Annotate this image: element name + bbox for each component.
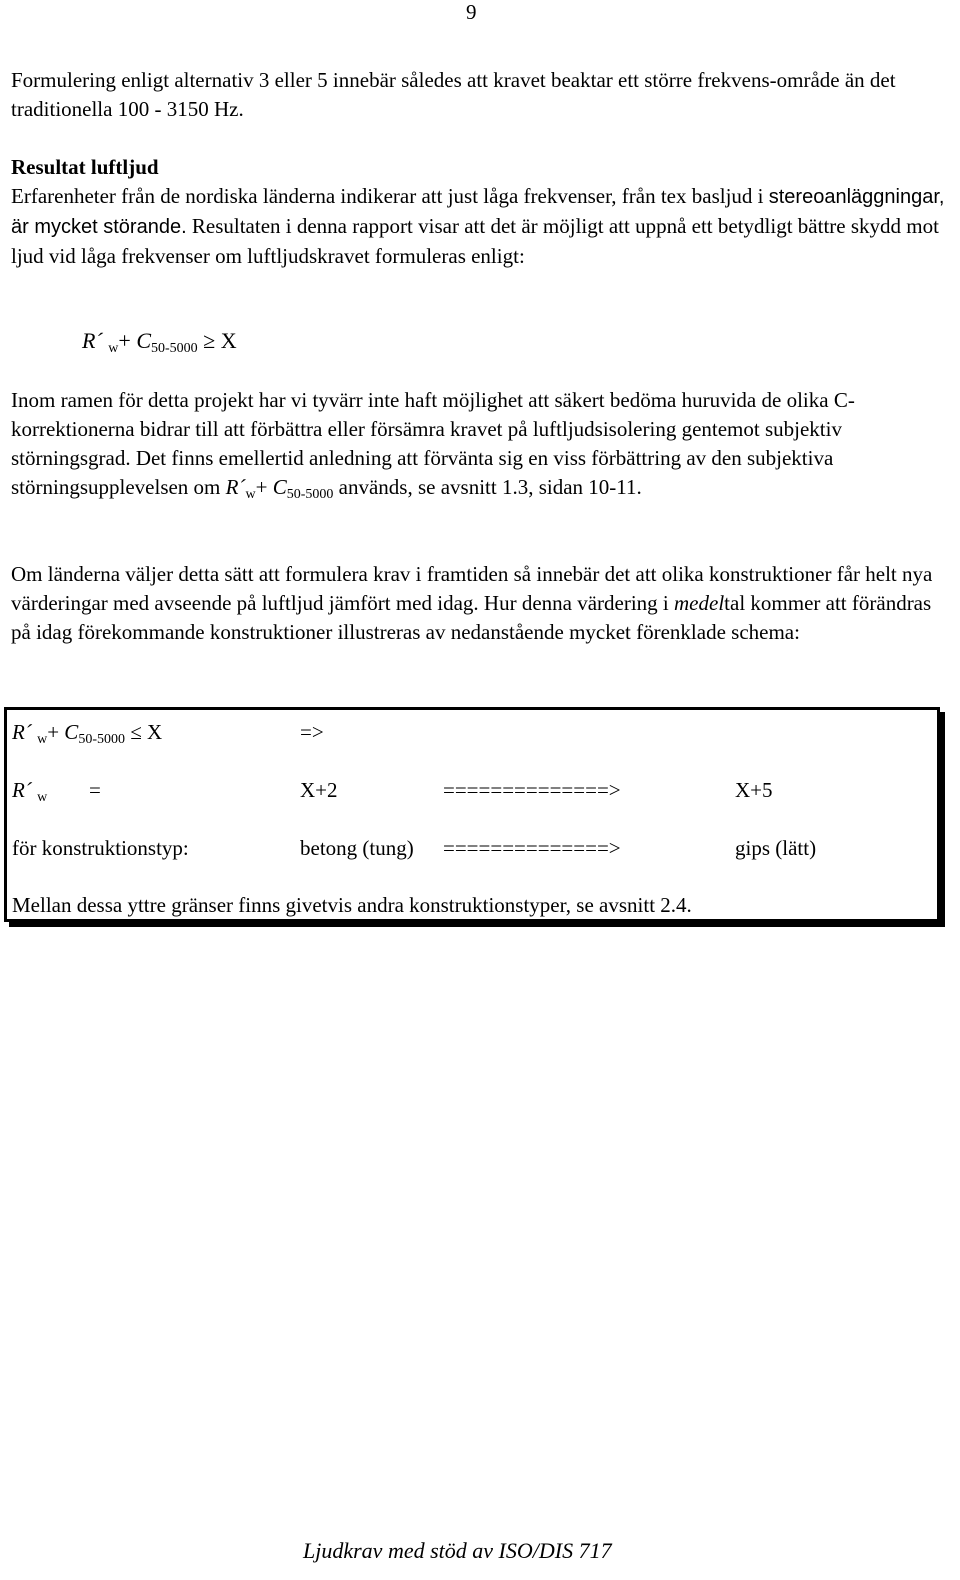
project-paragraph-part2: används, se avsnitt 1.3, sidan 10-11. — [338, 475, 642, 499]
schema-range: 50-5000 — [78, 732, 125, 747]
schema-row3-right: gips (lätt) — [735, 836, 817, 860]
formula-w: w — [108, 341, 119, 356]
inline-formula-w: w — [245, 487, 256, 502]
countries-paragraph-part1: Om länderna väljer detta sätt att formulera krav i framtiden så innebär det att olika konstruktioner får helt nya värderingar med avseende på luftljud jämfört med idag. Hur denna värdering i — [11, 562, 933, 615]
countries-paragraph — [11, 560, 951, 647]
result-paragraph — [11, 182, 951, 271]
countries-paragraph-part2: tal kommer att förändras på idag förekommande konstruktioner illustreras av nedanstående mycket förenklade schema: — [11, 591, 932, 644]
schema-row3-mid: betong (tung) — [300, 836, 414, 860]
schema-r: R´ — [12, 720, 32, 744]
formula-plus: + — [118, 328, 131, 353]
schema-row-formula — [12, 720, 162, 748]
inline-formula-r: R´ — [225, 475, 246, 499]
schema-x: X — [147, 720, 163, 744]
formula-geq: ≥ — [203, 328, 216, 353]
page-footer: Ljudkrav med stöd av ISO/DIS 717 — [303, 1538, 612, 1563]
schema-row4-note: Mellan dessa yttre gränser finns givetvis andra konstruktionstyper, se avsnitt 2.4. — [12, 893, 692, 917]
schema-row2-mid: X+2 — [300, 778, 338, 802]
schema-box — [4, 707, 940, 922]
schema-leq: ≤ — [130, 720, 142, 744]
project-paragraph-part1: Inom ramen för detta projekt har vi tyvärr inte haft möjlighet att säkert bedöma huruvida de olika C-korrektionerna bidrar till att förbättra eller försämra kravet på luftljudsisolering gentemot subjektiv störningsgrad. Det finns emellertid anledning att förvänta sig en viss förbättring av den subjektiva störningsupplevelsen om — [11, 388, 855, 499]
schema-c: C — [64, 720, 79, 744]
schema-row2-rw — [12, 778, 47, 806]
schema-row2-arrow: ==============> — [443, 778, 621, 802]
schema-plus: + — [47, 720, 60, 744]
inline-formula-range: 50-5000 — [286, 487, 334, 502]
page-number: 9 — [466, 0, 477, 24]
project-paragraph — [11, 386, 951, 509]
formula-r: R´ — [82, 328, 103, 353]
result-paragraph-serif: Erfarenheter från de nordiska länderna indikerar att just låga frekvenser, från tex basljud i — [11, 184, 764, 208]
schema-row2-eq: = — [89, 778, 101, 802]
schema-row3-label: för konstruktionstyp: — [12, 836, 189, 860]
inline-formula — [225, 475, 339, 502]
section-heading: Resultat luftljud — [11, 155, 159, 179]
formula-range: 50-5000 — [151, 341, 198, 356]
schema-row2-w: w — [37, 790, 48, 805]
result-paragraph-sans: stereoanläggningar, är mycket störande. — [11, 186, 945, 238]
inline-formula-plus: + — [255, 475, 268, 499]
schema-row2-right: X+5 — [735, 778, 773, 802]
schema-w: w — [37, 732, 48, 747]
countries-paragraph-italic: medel — [674, 591, 725, 615]
schema-row3-arrow: ==============> — [443, 836, 621, 860]
requirement-formula — [82, 328, 237, 357]
intro-paragraph: Formulering enligt alternativ 3 eller 5 innebär således att kravet beaktar ett större frekvens-område än det traditionella 100 - 3150 Hz. — [11, 68, 896, 121]
schema-row2-r: R´ — [12, 778, 32, 802]
formula-x: X — [220, 328, 237, 353]
result-paragraph-rest: Resultaten i denna rapport visar att det är möjligt att uppnå ett betydligt bättre skydd mot ljud vid låga frekvenser om luftljudskravet formuleras enligt: — [11, 214, 939, 268]
inline-formula-c: C — [272, 475, 287, 499]
formula-c: C — [136, 328, 151, 353]
schema-row1-arrow: => — [300, 720, 324, 744]
